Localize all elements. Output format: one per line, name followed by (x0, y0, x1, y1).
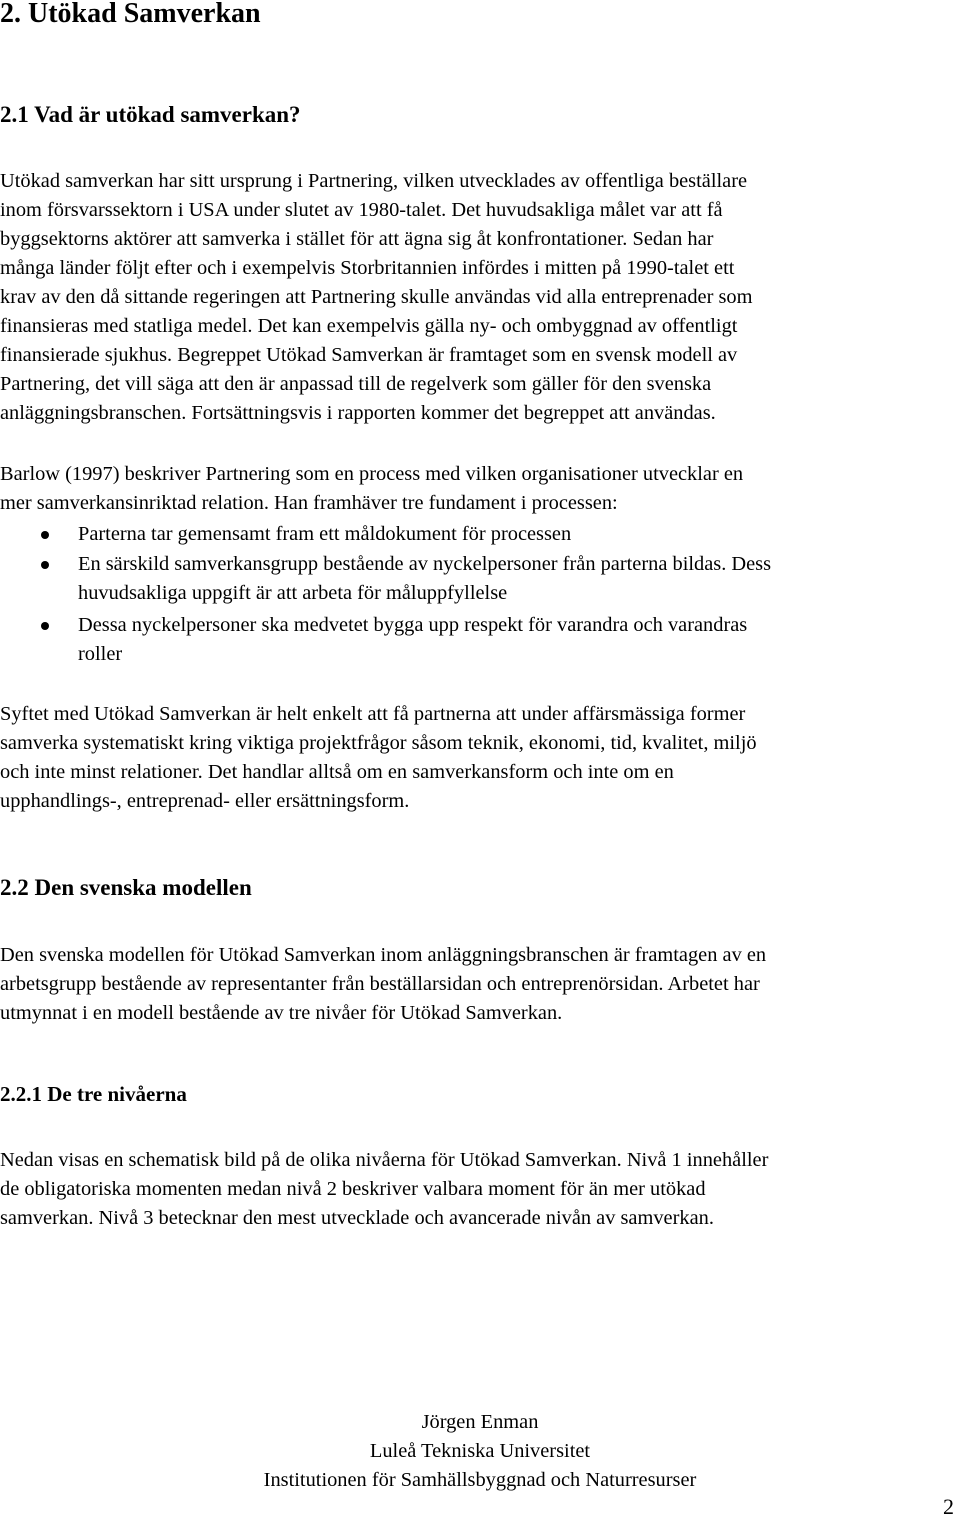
text-line: Den svenska modellen för Utökad Samverkan inom anläggningsbranschen är framtagen av en (0, 944, 767, 966)
text-line: många länder följt efter och i exempelvis Storbritannien infördes i mitten på 1990-talet ett (0, 257, 735, 279)
text-line: huvudsakliga uppgift är att arbeta för måluppfyllelse (78, 582, 508, 604)
text-line: utmynnat i en modell bestående av tre nivåer för Utökad Samverkan. (0, 1002, 563, 1024)
text-line: roller (78, 643, 123, 665)
footer-author: Jörgen Enman (421, 1411, 539, 1433)
paragraph-swedish-model (0, 941, 960, 1028)
text-line: de obligatoriska momenten medan nivå 2 beskriver valbara moment för än mer utökad (0, 1178, 706, 1200)
paragraph-barlow (0, 460, 960, 518)
page-number: 2 (943, 1494, 954, 1519)
footer-university: Luleå Tekniska Universitet (369, 1440, 591, 1462)
text-line: mer samverkansinriktad relation. Han framhäver tre fundament i processen: (0, 492, 618, 514)
list-item (0, 611, 960, 669)
subsection-heading-2-1: 2.1 Vad är utökad samverkan? (0, 102, 301, 127)
paragraph-origin (0, 167, 960, 428)
text-line: arbetsgrupp bestående av representanter från beställarsidan och entreprenörsidan. Arbetet har (0, 973, 760, 995)
footer-department: Institutionen för Samhällsbyggnad och Naturresurser (263, 1469, 697, 1491)
text-line: Dessa nyckelpersoner ska medvetet bygga upp respekt för varandra och varandras (78, 614, 748, 636)
text-line: En särskild samverkansgrupp bestående av nyckelpersoner från parterna bildas. Dess (78, 553, 772, 575)
text-line: Utökad samverkan har sitt ursprung i Partnering, vilken utvecklades av offentliga beställare (0, 170, 748, 192)
text-line: krav av den då sittande regeringen att Partnering skulle användas vid alla entreprenader som (0, 286, 753, 308)
bullet-icon (41, 561, 49, 569)
text-line: inom försvarssektorn i USA under slutet av 1980-talet. Det huvudsakliga målet var att få (0, 199, 723, 221)
subsection-heading-2-2-1: 2.2.1 De tre nivåerna (0, 1082, 187, 1106)
text-line: byggsektorns aktörer att samverka i stället för att ägna sig åt konfrontationer. Sedan har (0, 228, 714, 250)
bullet-icon (41, 531, 49, 539)
text-line: anläggningsbranschen. Fortsättningsvis i rapporten kommer det begreppet att användas. (0, 402, 716, 424)
text-line: samverka systematiskt kring viktiga projektfrågor såsom teknik, ekonomi, tid, kvalitet, miljö (0, 732, 757, 754)
bullet-icon (41, 622, 49, 630)
paragraph-purpose (0, 700, 960, 816)
text-line: Barlow (1997) beskriver Partnering som en process med vilken organisationer utvecklar en (0, 463, 744, 485)
list-item (0, 550, 960, 608)
page-footer (0, 1408, 960, 1495)
text-line: Nedan visas en schematisk bild på de olika nivåerna för Utökad Samverkan. Nivå 1 innehåller (0, 1149, 769, 1171)
text-line: och inte minst relationer. Det handlar alltså om en samverkansform och inte om en (0, 761, 674, 783)
text-line: Partnering, det vill säga att den är anpassad till de regelverk som gäller för den svenska (0, 373, 712, 395)
text-line: finansieras med statliga medel. Det kan exempelvis gälla ny- och ombyggnad av offentligt (0, 315, 738, 337)
text-line: finansierade sjukhus. Begreppet Utökad Samverkan är framtaget som en svensk modell av (0, 344, 738, 366)
text-line: samverkan. Nivå 3 betecknar den mest utvecklade och avancerade nivån av samverkan. (0, 1207, 714, 1229)
subsection-heading-2-2: 2.2 Den svenska modellen (0, 875, 252, 900)
text-line: Parterna tar gemensamt fram ett måldokument för processen (78, 523, 572, 545)
text-line: upphandlings-, entreprenad- eller ersättningsform. (0, 790, 410, 812)
text-line: Syftet med Utökad Samverkan är helt enkelt att få partnerna att under affärsmässiga former (0, 703, 746, 725)
section-heading: 2. Utökad Samverkan (0, 0, 261, 29)
paragraph-three-levels (0, 1146, 960, 1233)
fundament-list (0, 520, 960, 669)
list-item (0, 520, 960, 549)
